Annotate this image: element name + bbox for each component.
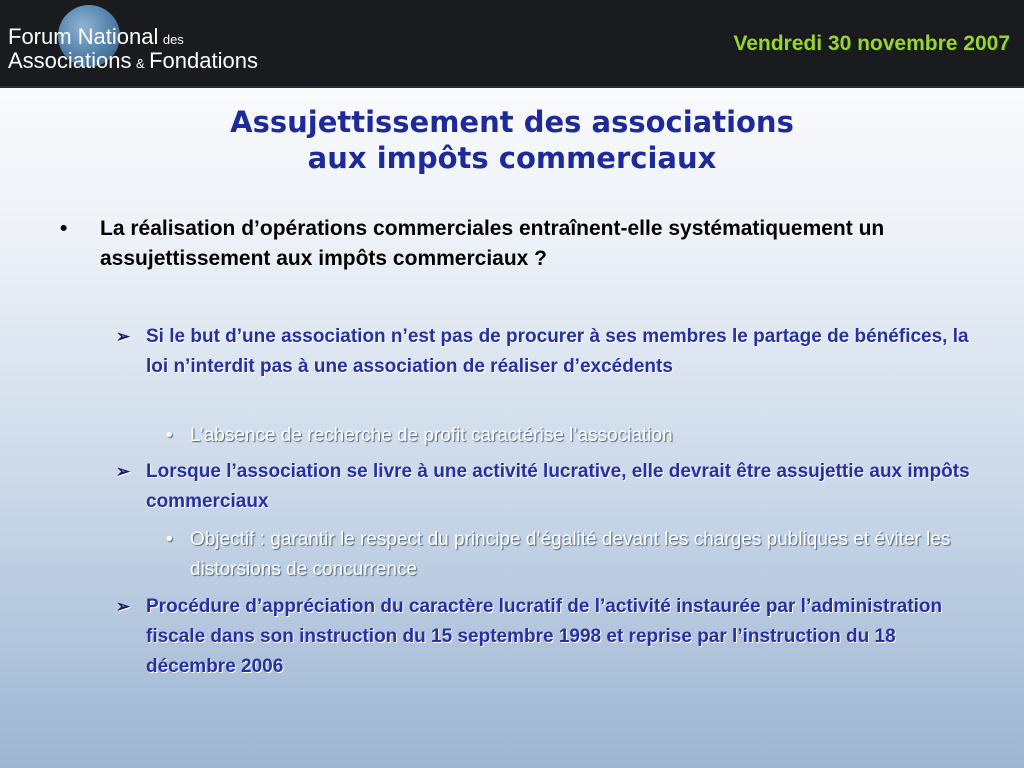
logo-associations: Associations (8, 48, 132, 73)
bullet-dot-icon: • (60, 217, 68, 240)
slide-title (0, 104, 1024, 176)
bullet-dot-icon: • (166, 529, 173, 550)
logo-ampersand: & (135, 56, 145, 71)
sub-bullet-lucrative-text: Lorsque l’association se livre à une activité lucrative, elle devrait être assujettie aux impôts commerciaux (146, 461, 970, 512)
sub-bullet-procedure-text: Procédure d’appréciation du caractère lucratif de l’activité instaurée par l’administration fiscale dans son instruction du 15 septembre 1998 et reprise par l’instruction du 18 décembre 2006 (146, 596, 943, 677)
sub-bullet-procedure (116, 592, 976, 682)
arrow-bullet-icon: ➢ (116, 327, 131, 346)
organization-logo (8, 26, 258, 72)
slide-title-line2: aux impôts commerciaux (307, 141, 717, 175)
logo-des: des (162, 32, 184, 47)
bullet-question (60, 214, 890, 274)
logo-fondations: Fondations (149, 48, 258, 73)
bullet-question-text: La réalisation d’opérations commerciales entraînent-elle systématiquement un assujettissement aux impôts commerciaux ? (100, 217, 885, 270)
slide-title-line1: Assujettissement des associations (230, 105, 794, 139)
event-date: Vendredi 30 novembre 2007 (733, 32, 1010, 55)
arrow-bullet-icon: ➢ (116, 597, 131, 616)
arrow-bullet-icon: ➢ (116, 462, 131, 481)
sub-bullet-lucrative (116, 457, 976, 517)
detail-bullet-profit (166, 421, 976, 451)
bullet-dot-icon: • (166, 425, 173, 446)
detail-bullet-objective (166, 525, 976, 585)
logo-forum-national: Forum National (8, 24, 159, 49)
detail-bullet-objective-text: Objectif : garantir le respect du principe d’égalité devant les charges publiques et éviter les distorsions de concurrence (190, 529, 951, 580)
sub-bullet-profit-text: Si le but d’une association n’est pas de procurer à ses membres le partage de bénéfices, la loi n’interdit pas à une association de réaliser d’excédents (146, 326, 969, 377)
slide-header (0, 0, 1024, 88)
detail-bullet-profit-text: L’absence de recherche de profit caractérise l’association (190, 425, 673, 446)
sub-bullet-profit (116, 322, 976, 382)
